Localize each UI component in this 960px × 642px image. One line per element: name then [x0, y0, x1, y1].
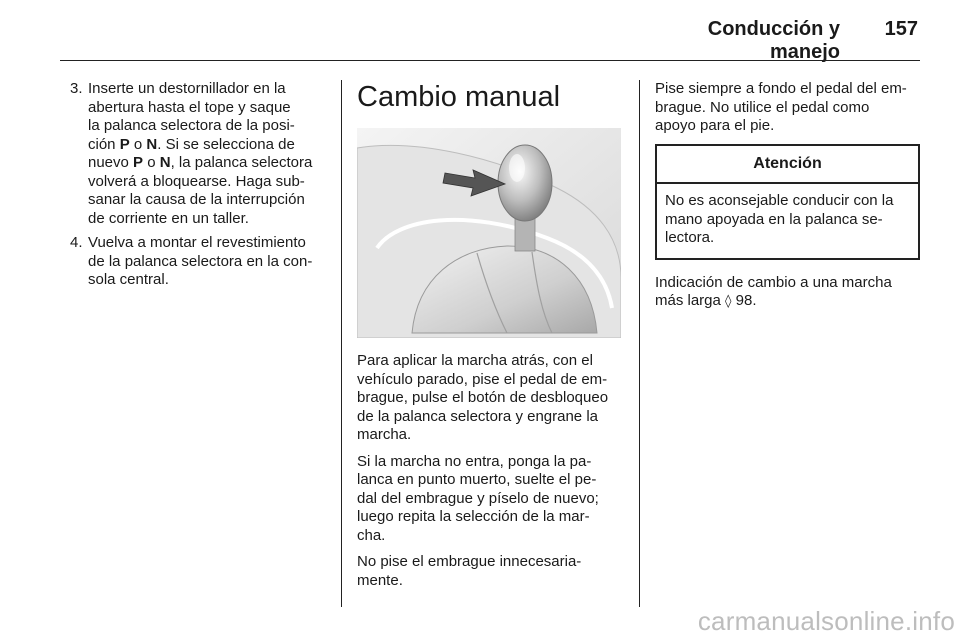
text-line: Para aplicar la marcha atrás, con el	[357, 352, 593, 369]
text-span: nuevo	[88, 154, 134, 171]
step-number: 3.	[70, 80, 83, 97]
text-line: cha.	[357, 526, 386, 544]
text-line: luego repita la selección de la mar-	[357, 508, 590, 525]
page-reference-link[interactable]: 98.	[731, 292, 757, 309]
text-line: Inserte un destornillador en la	[88, 80, 286, 97]
text-line: abertura hasta el tope y saque	[88, 98, 291, 116]
page-reference-icon: ◊	[725, 294, 732, 309]
step-item	[62, 80, 332, 228]
text-line: sanar la causa de la interrupción	[88, 191, 305, 208]
text-span: . Si se selecciona de	[157, 135, 295, 153]
paragraph	[655, 274, 920, 312]
text-line: brague, pulse el botón de desbloqueo	[357, 389, 609, 406]
caution-body	[657, 184, 918, 258]
text-line: marcha.	[357, 426, 412, 443]
step-item	[62, 234, 332, 290]
text-line: Pise siempre a fondo el pedal del em-	[655, 80, 907, 97]
text-line: volverá a bloquearse. Haga sub-	[88, 172, 305, 190]
left-column	[62, 80, 332, 296]
section-title: Cambio manual	[357, 81, 561, 113]
text-line: lanca en punto muerto, suelte el pe-	[357, 471, 597, 488]
paragraph	[357, 553, 625, 590]
text-line: sola central.	[88, 271, 169, 288]
right-column	[655, 80, 920, 320]
text-span: , la palanca selectora	[170, 154, 313, 171]
gear-shifter-illustration	[357, 128, 621, 338]
text-line: Indicación de cambio a una marcha	[655, 273, 892, 291]
gear-position-p: P	[119, 135, 130, 153]
caution-heading: Atención	[657, 146, 918, 185]
watermark: carmanualsonline.info	[697, 606, 955, 636]
shifter-knob	[498, 145, 552, 221]
text-line: dal del embrague y píselo de nuevo;	[357, 489, 599, 507]
paragraph	[357, 352, 625, 445]
column-divider-left	[341, 80, 342, 607]
column-divider-right	[639, 80, 640, 607]
text-line: mente.	[357, 571, 403, 589]
text-line: Si la marcha no entra, ponga la pa-	[357, 452, 592, 470]
text-line: brague. No utilice el pedal como	[655, 98, 870, 116]
text-line	[88, 136, 332, 155]
text-span: o	[143, 154, 160, 171]
header-rule	[60, 60, 920, 61]
page-number: 157	[884, 18, 918, 40]
text-line: de corriente en un taller.	[88, 209, 249, 227]
text-span: ción	[88, 135, 120, 153]
gear-position-p: P	[133, 154, 144, 171]
text-span: o	[129, 135, 147, 153]
middle-column	[357, 80, 625, 598]
text-line: No pise el embrague innecesaria-	[357, 553, 582, 570]
text-line: lectora.	[665, 229, 715, 246]
caution-box	[655, 144, 920, 260]
text-line: de la palanca selectora en la con-	[88, 252, 313, 270]
step-list	[62, 80, 332, 290]
text-line: mano apoyada en la palanca se-	[665, 210, 883, 228]
text-line: apoyo para el pie.	[655, 117, 775, 134]
text-line: la palanca selectora de la posi-	[88, 117, 295, 134]
text-line: Vuelva a montar el revestimiento	[88, 234, 306, 251]
text-line: de la palanca selectora y engrane la	[357, 407, 598, 425]
text-line	[88, 154, 332, 173]
page-header-title: Conducción y manejo	[707, 18, 840, 63]
gear-position-n: N	[159, 154, 171, 171]
paragraph	[357, 453, 625, 546]
text-line: No es aconsejable conducir con la	[665, 192, 894, 209]
knob-highlight	[509, 154, 525, 182]
gear-position-n: N	[146, 135, 158, 153]
step-number: 4.	[70, 234, 83, 251]
text-span: más larga	[655, 292, 726, 309]
paragraph	[655, 80, 920, 136]
gear-shifter-figure	[357, 128, 621, 338]
text-line: vehículo parado, pise el pedal de em-	[357, 370, 608, 388]
